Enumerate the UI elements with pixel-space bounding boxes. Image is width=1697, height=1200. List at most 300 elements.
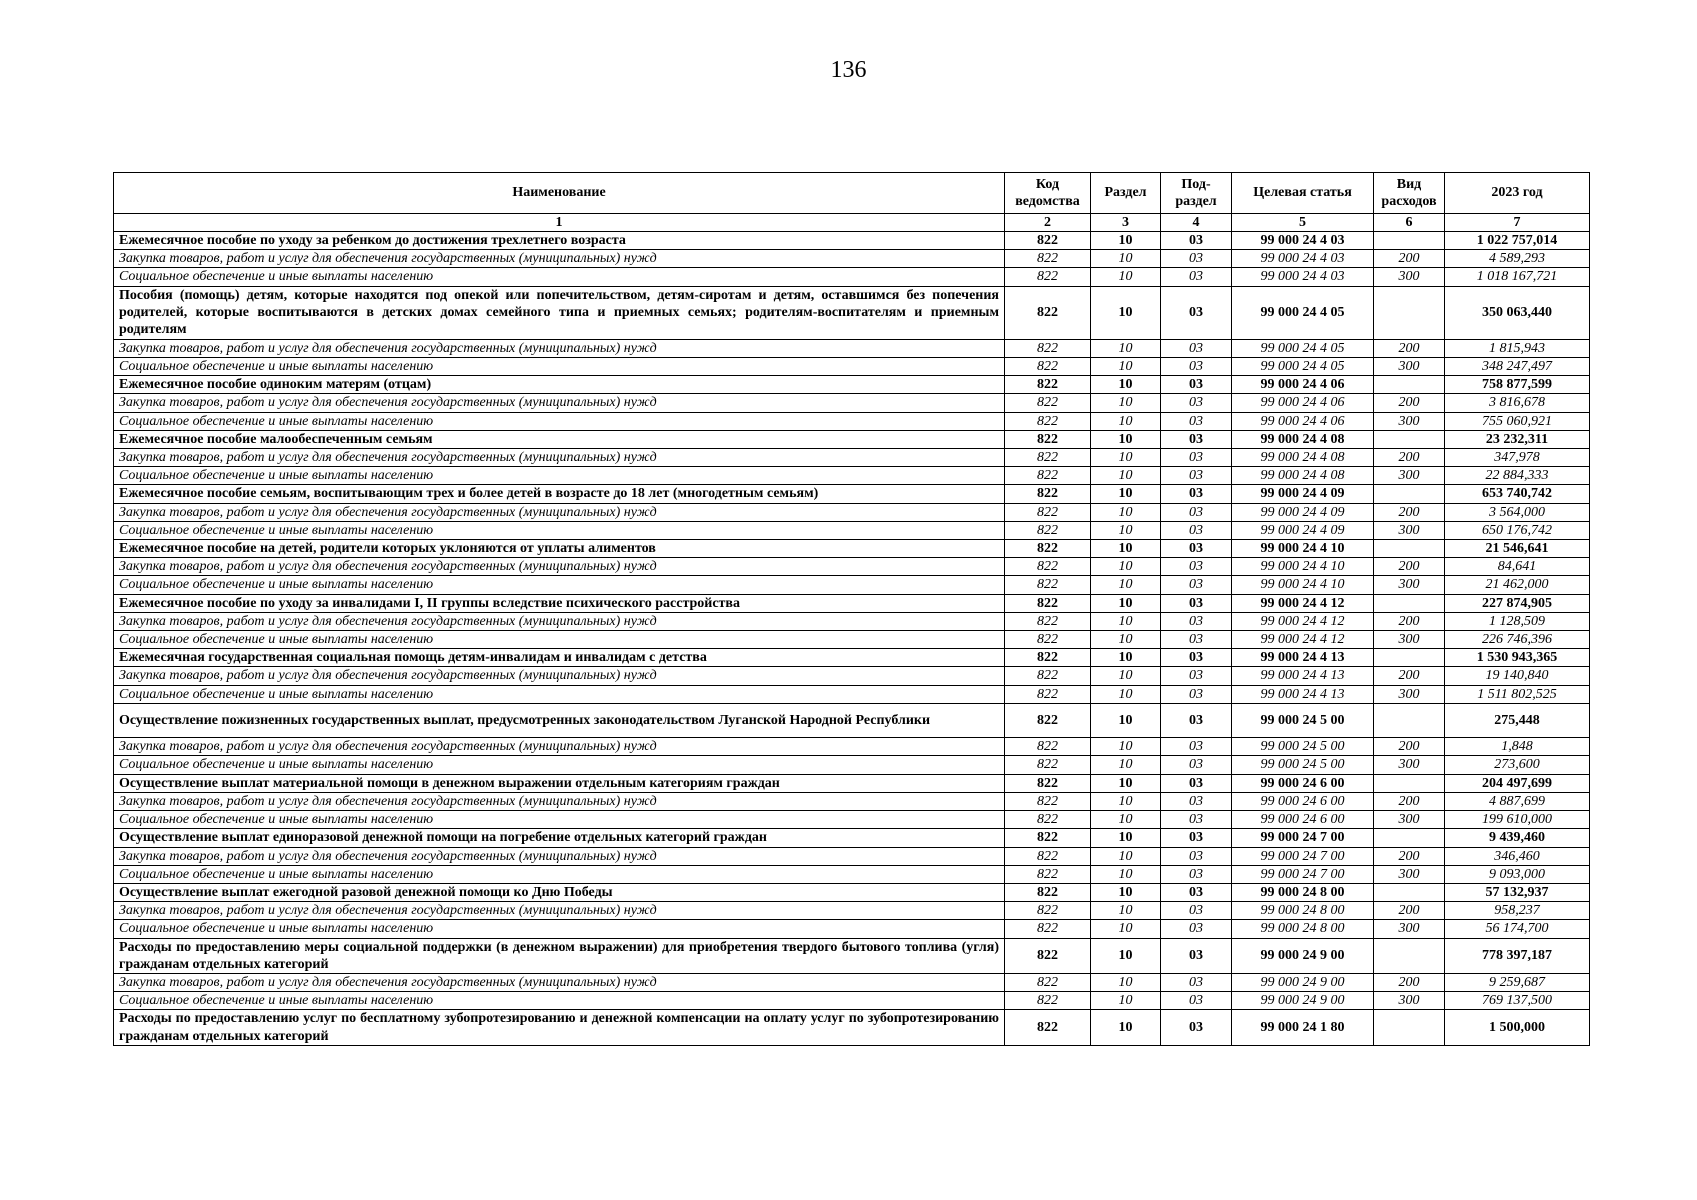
row-name: Закупка товаров, работ и услуг для обеспечения государственных (муниципальных) нужд [114,449,1005,467]
row-subsection: 03 [1161,649,1232,667]
row-expense-type [1374,649,1445,667]
row-expense-type: 200 [1374,250,1445,268]
row-subsection: 03 [1161,467,1232,485]
row-target-article: 99 000 24 4 13 [1232,667,1374,685]
row-amount: 57 132,937 [1445,883,1590,901]
row-amount: 1 022 757,014 [1445,232,1590,250]
row-expense-type: 300 [1374,811,1445,829]
row-target-article: 99 000 24 4 06 [1232,376,1374,394]
row-section: 10 [1091,412,1161,430]
row-expense-type [1374,376,1445,394]
row-expense-type: 300 [1374,268,1445,286]
row-dept-code: 822 [1005,339,1091,357]
table-row [114,268,1590,286]
row-subsection: 03 [1161,503,1232,521]
table-row [114,992,1590,1010]
row-name: Социальное обеспечение и иные выплаты населению [114,576,1005,594]
table-row [114,847,1590,865]
row-dept-code: 822 [1005,430,1091,448]
row-section: 10 [1091,973,1161,991]
row-dept-code: 822 [1005,594,1091,612]
row-name: Социальное обеспечение и иные выплаты населению [114,992,1005,1010]
row-dept-code: 822 [1005,938,1091,973]
row-expense-type: 300 [1374,576,1445,594]
row-target-article: 99 000 24 4 08 [1232,467,1374,485]
row-section: 10 [1091,829,1161,847]
row-name: Закупка товаров, работ и услуг для обеспечения государственных (муниципальных) нужд [114,738,1005,756]
row-name: Пособия (помощь) детям, которые находятся под опекой или попечительством, детям-сиротам и детям, оставшимся без попечения родителей, которые воспитываются в детских домах семейного типа и приемных семьях; родителям-воспитателям и приемным родителям [114,286,1005,339]
row-subsection: 03 [1161,774,1232,792]
row-expense-type: 300 [1374,685,1445,703]
budget-table [113,172,1590,1046]
row-dept-code: 822 [1005,558,1091,576]
row-amount: 9 093,000 [1445,865,1590,883]
row-subsection: 03 [1161,250,1232,268]
header-subsection: Под- раздел [1161,173,1232,214]
row-section: 10 [1091,232,1161,250]
row-section: 10 [1091,756,1161,774]
row-target-article: 99 000 24 9 00 [1232,973,1374,991]
row-section: 10 [1091,594,1161,612]
row-expense-type [1374,938,1445,973]
row-name: Закупка товаров, работ и услуг для обеспечения государственных (муниципальных) нужд [114,612,1005,630]
row-subsection: 03 [1161,685,1232,703]
row-amount: 23 232,311 [1445,430,1590,448]
row-name: Ежемесячное пособие по уходу за ребенком до достижения трехлетнего возраста [114,232,1005,250]
row-amount: 21 462,000 [1445,576,1590,594]
row-target-article: 99 000 24 8 00 [1232,902,1374,920]
row-name: Закупка товаров, работ и услуг для обеспечения государственных (муниципальных) нужд [114,792,1005,810]
row-section: 10 [1091,631,1161,649]
row-target-article: 99 000 24 4 03 [1232,250,1374,268]
row-target-article: 99 000 24 7 00 [1232,829,1374,847]
row-amount: 1 511 802,525 [1445,685,1590,703]
table-row [114,667,1590,685]
row-section: 10 [1091,811,1161,829]
row-section: 10 [1091,1010,1161,1045]
row-name: Социальное обеспечение и иные выплаты населению [114,811,1005,829]
row-section: 10 [1091,358,1161,376]
row-dept-code: 822 [1005,865,1091,883]
row-expense-type: 200 [1374,558,1445,576]
row-target-article: 99 000 24 4 09 [1232,521,1374,539]
row-section: 10 [1091,938,1161,973]
table-row-category [114,286,1590,339]
table-row [114,685,1590,703]
row-target-article: 99 000 24 4 13 [1232,685,1374,703]
row-target-article: 99 000 24 4 08 [1232,449,1374,467]
budget-table-body [114,232,1590,1046]
row-target-article: 99 000 24 5 00 [1232,703,1374,737]
row-name: Социальное обеспечение и иные выплаты населению [114,756,1005,774]
row-section: 10 [1091,286,1161,339]
row-expense-type [1374,430,1445,448]
row-subsection: 03 [1161,883,1232,901]
row-name: Социальное обеспечение и иные выплаты населению [114,467,1005,485]
row-dept-code: 822 [1005,358,1091,376]
table-row [114,811,1590,829]
row-expense-type: 200 [1374,902,1445,920]
row-expense-type: 300 [1374,992,1445,1010]
row-dept-code: 822 [1005,250,1091,268]
row-section: 10 [1091,612,1161,630]
table-row-category [114,649,1590,667]
row-name: Закупка товаров, работ и услуг для обеспечения государственных (муниципальных) нужд [114,902,1005,920]
row-dept-code: 822 [1005,811,1091,829]
row-section: 10 [1091,503,1161,521]
row-name: Осуществление выплат единоразовой денежной помощи на погребение отдельных категорий граждан [114,829,1005,847]
table-row-category [114,485,1590,503]
table-row [114,792,1590,810]
row-section: 10 [1091,774,1161,792]
row-section: 10 [1091,430,1161,448]
row-amount: 273,600 [1445,756,1590,774]
row-section: 10 [1091,992,1161,1010]
row-name: Закупка товаров, работ и услуг для обеспечения государственных (муниципальных) нужд [114,558,1005,576]
header-dept-code: Код ведомства [1005,173,1091,214]
row-section: 10 [1091,738,1161,756]
row-name: Ежемесячная государственная социальная помощь детям-инвалидам и инвалидам с детства [114,649,1005,667]
row-subsection: 03 [1161,992,1232,1010]
row-subsection: 03 [1161,738,1232,756]
row-dept-code: 822 [1005,485,1091,503]
row-subsection: 03 [1161,973,1232,991]
row-name: Социальное обеспечение и иные выплаты населению [114,268,1005,286]
row-amount: 650 176,742 [1445,521,1590,539]
row-amount: 3 564,000 [1445,503,1590,521]
row-expense-type: 300 [1374,631,1445,649]
row-name: Закупка товаров, работ и услуг для обеспечения государственных (муниципальных) нужд [114,503,1005,521]
row-name: Закупка товаров, работ и услуг для обеспечения государственных (муниципальных) нужд [114,250,1005,268]
table-row-category [114,376,1590,394]
row-subsection: 03 [1161,558,1232,576]
row-expense-type: 300 [1374,412,1445,430]
table-row-category [114,938,1590,973]
row-section: 10 [1091,920,1161,938]
row-dept-code: 822 [1005,286,1091,339]
row-dept-code: 822 [1005,792,1091,810]
row-expense-type [1374,594,1445,612]
row-target-article: 99 000 24 4 10 [1232,540,1374,558]
row-subsection: 03 [1161,430,1232,448]
row-amount: 348 247,497 [1445,358,1590,376]
table-row [114,521,1590,539]
row-dept-code: 822 [1005,685,1091,703]
table-row [114,467,1590,485]
row-name: Ежемесячное пособие семьям, воспитывающим трех и более детей в возрасте до 18 лет (многодетным семьям) [114,485,1005,503]
row-subsection: 03 [1161,792,1232,810]
row-subsection: 03 [1161,902,1232,920]
row-dept-code: 822 [1005,756,1091,774]
row-subsection: 03 [1161,449,1232,467]
table-row [114,756,1590,774]
row-section: 10 [1091,865,1161,883]
row-name: Ежемесячное пособие малообеспеченным семьям [114,430,1005,448]
row-target-article: 99 000 24 4 08 [1232,430,1374,448]
header-target-article: Целевая статья [1232,173,1374,214]
row-expense-type: 200 [1374,792,1445,810]
row-target-article: 99 000 24 4 12 [1232,594,1374,612]
row-target-article: 99 000 24 4 03 [1232,268,1374,286]
row-expense-type: 300 [1374,521,1445,539]
row-expense-type [1374,540,1445,558]
table-row [114,738,1590,756]
table-row [114,412,1590,430]
row-name: Социальное обеспечение и иные выплаты населению [114,631,1005,649]
row-dept-code: 822 [1005,612,1091,630]
row-section: 10 [1091,703,1161,737]
row-target-article: 99 000 24 6 00 [1232,811,1374,829]
table-row [114,920,1590,938]
row-subsection: 03 [1161,920,1232,938]
row-subsection: 03 [1161,232,1232,250]
row-target-article: 99 000 24 4 09 [1232,503,1374,521]
row-section: 10 [1091,847,1161,865]
table-row [114,631,1590,649]
row-target-article: 99 000 24 4 12 [1232,631,1374,649]
row-amount: 227 874,905 [1445,594,1590,612]
row-dept-code: 822 [1005,394,1091,412]
table-row [114,250,1590,268]
table-row-category [114,540,1590,558]
header-expense-type: Вид расходов [1374,173,1445,214]
row-target-article: 99 000 24 5 00 [1232,756,1374,774]
row-dept-code: 822 [1005,973,1091,991]
row-subsection: 03 [1161,485,1232,503]
row-target-article: 99 000 24 6 00 [1232,774,1374,792]
row-subsection: 03 [1161,339,1232,357]
column-number: 6 [1374,214,1445,232]
row-dept-code: 822 [1005,467,1091,485]
row-name: Расходы по предоставлению меры социальной поддержки (в денежном выражении) для приобретения твердого бытового топлива (угля) гражданам отдельных категорий [114,938,1005,973]
row-dept-code: 822 [1005,1010,1091,1045]
row-amount: 226 746,396 [1445,631,1590,649]
row-dept-code: 822 [1005,902,1091,920]
row-expense-type: 200 [1374,973,1445,991]
row-section: 10 [1091,902,1161,920]
row-section: 10 [1091,558,1161,576]
row-name: Социальное обеспечение и иные выплаты населению [114,412,1005,430]
row-expense-type: 200 [1374,339,1445,357]
page-number: 136 [830,57,867,83]
row-subsection: 03 [1161,631,1232,649]
row-expense-type [1374,286,1445,339]
row-dept-code: 822 [1005,829,1091,847]
table-row-category [114,774,1590,792]
column-number: 1 [114,214,1005,232]
row-name: Ежемесячное пособие одиноким матерям (отцам) [114,376,1005,394]
row-section: 10 [1091,685,1161,703]
row-subsection: 03 [1161,865,1232,883]
row-subsection: 03 [1161,394,1232,412]
table-row-category [114,703,1590,737]
row-target-article: 99 000 24 4 03 [1232,232,1374,250]
row-target-article: 99 000 24 1 80 [1232,1010,1374,1045]
row-section: 10 [1091,521,1161,539]
row-name: Закупка товаров, работ и услуг для обеспечения государственных (муниципальных) нужд [114,973,1005,991]
row-subsection: 03 [1161,540,1232,558]
row-subsection: 03 [1161,703,1232,737]
row-target-article: 99 000 24 8 00 [1232,920,1374,938]
row-target-article: 99 000 24 4 09 [1232,485,1374,503]
row-expense-type [1374,703,1445,737]
row-section: 10 [1091,576,1161,594]
row-name: Социальное обеспечение и иные выплаты населению [114,865,1005,883]
row-amount: 204 497,699 [1445,774,1590,792]
row-name: Осуществление выплат материальной помощи в денежном выражении отдельным категориям граждан [114,774,1005,792]
row-amount: 346,460 [1445,847,1590,865]
row-section: 10 [1091,485,1161,503]
row-section: 10 [1091,667,1161,685]
row-amount: 9 439,460 [1445,829,1590,847]
row-subsection: 03 [1161,829,1232,847]
row-expense-type [1374,1010,1445,1045]
row-amount: 653 740,742 [1445,485,1590,503]
row-expense-type: 300 [1374,756,1445,774]
row-amount: 1 500,000 [1445,1010,1590,1045]
row-target-article: 99 000 24 8 00 [1232,883,1374,901]
row-expense-type: 300 [1374,865,1445,883]
row-name: Ежемесячное пособие по уходу за инвалидами I, II группы вследствие психического расстройства [114,594,1005,612]
row-dept-code: 822 [1005,883,1091,901]
row-dept-code: 822 [1005,667,1091,685]
row-amount: 958,237 [1445,902,1590,920]
row-subsection: 03 [1161,286,1232,339]
row-subsection: 03 [1161,376,1232,394]
row-section: 10 [1091,540,1161,558]
row-expense-type: 200 [1374,612,1445,630]
row-amount: 275,448 [1445,703,1590,737]
row-name: Осуществление пожизненных государственных выплат, предусмотренных законодательством Луганской Народной Республики [114,703,1005,737]
row-target-article: 99 000 24 4 10 [1232,558,1374,576]
row-name: Закупка товаров, работ и услуг для обеспечения государственных (муниципальных) нужд [114,667,1005,685]
row-dept-code: 822 [1005,376,1091,394]
row-amount: 9 259,687 [1445,973,1590,991]
row-target-article: 99 000 24 4 06 [1232,394,1374,412]
row-amount: 19 140,840 [1445,667,1590,685]
row-name: Социальное обеспечение и иные выплаты населению [114,920,1005,938]
table-row-category [114,883,1590,901]
row-dept-code: 822 [1005,738,1091,756]
row-name: Осуществление выплат ежегодной разовой денежной помощи ко Дню Победы [114,883,1005,901]
row-section: 10 [1091,394,1161,412]
row-section: 10 [1091,268,1161,286]
row-section: 10 [1091,250,1161,268]
row-subsection: 03 [1161,268,1232,286]
row-subsection: 03 [1161,1010,1232,1045]
table-row [114,973,1590,991]
row-section: 10 [1091,339,1161,357]
row-subsection: 03 [1161,521,1232,539]
row-expense-type: 200 [1374,847,1445,865]
row-dept-code: 822 [1005,521,1091,539]
row-target-article: 99 000 24 4 10 [1232,576,1374,594]
table-row [114,865,1590,883]
row-expense-type: 300 [1374,358,1445,376]
table-row [114,394,1590,412]
row-dept-code: 822 [1005,232,1091,250]
row-dept-code: 822 [1005,649,1091,667]
row-subsection: 03 [1161,594,1232,612]
row-section: 10 [1091,649,1161,667]
row-amount: 769 137,500 [1445,992,1590,1010]
row-target-article: 99 000 24 4 05 [1232,339,1374,357]
header-year-amount: 2023 год [1445,173,1590,214]
row-amount: 1 530 943,365 [1445,649,1590,667]
row-expense-type [1374,232,1445,250]
table-row [114,358,1590,376]
row-dept-code: 822 [1005,449,1091,467]
row-amount: 758 877,599 [1445,376,1590,394]
row-dept-code: 822 [1005,576,1091,594]
row-amount: 4 887,699 [1445,792,1590,810]
row-expense-type [1374,774,1445,792]
row-target-article: 99 000 24 9 00 [1232,992,1374,1010]
row-section: 10 [1091,467,1161,485]
row-target-article: 99 000 24 4 12 [1232,612,1374,630]
row-target-article: 99 000 24 7 00 [1232,865,1374,883]
row-section: 10 [1091,376,1161,394]
row-amount: 755 060,921 [1445,412,1590,430]
header-section: Раздел [1091,173,1161,214]
row-dept-code: 822 [1005,540,1091,558]
row-subsection: 03 [1161,576,1232,594]
column-number: 5 [1232,214,1374,232]
table-row [114,503,1590,521]
row-dept-code: 822 [1005,774,1091,792]
row-target-article: 99 000 24 5 00 [1232,738,1374,756]
row-amount: 3 816,678 [1445,394,1590,412]
row-target-article: 99 000 24 4 06 [1232,412,1374,430]
row-name: Социальное обеспечение и иные выплаты населению [114,685,1005,703]
row-amount: 1 815,943 [1445,339,1590,357]
row-name: Социальное обеспечение и иные выплаты населению [114,521,1005,539]
row-dept-code: 822 [1005,920,1091,938]
table-row-category [114,829,1590,847]
row-section: 10 [1091,449,1161,467]
row-amount: 22 884,333 [1445,467,1590,485]
row-subsection: 03 [1161,667,1232,685]
row-expense-type: 200 [1374,503,1445,521]
table-row-category [114,430,1590,448]
row-target-article: 99 000 24 6 00 [1232,792,1374,810]
table-row [114,902,1590,920]
row-amount: 4 589,293 [1445,250,1590,268]
row-expense-type: 300 [1374,467,1445,485]
table-row [114,612,1590,630]
row-expense-type [1374,485,1445,503]
column-number: 7 [1445,214,1590,232]
row-amount: 1 128,509 [1445,612,1590,630]
row-target-article: 99 000 24 4 13 [1232,649,1374,667]
row-subsection: 03 [1161,938,1232,973]
row-name: Социальное обеспечение и иные выплаты населению [114,358,1005,376]
table-row [114,449,1590,467]
row-expense-type [1374,829,1445,847]
row-dept-code: 822 [1005,992,1091,1010]
row-dept-code: 822 [1005,268,1091,286]
header-row [114,173,1590,214]
row-dept-code: 822 [1005,703,1091,737]
row-amount: 21 546,641 [1445,540,1590,558]
row-name: Расходы по предоставлению услуг по бесплатному зубопротезированию и денежной компенсации на оплату услуг по зубопротезированию гражданам отдельных категорий [114,1010,1005,1045]
row-dept-code: 822 [1005,503,1091,521]
row-target-article: 99 000 24 9 00 [1232,938,1374,973]
row-section: 10 [1091,883,1161,901]
row-subsection: 03 [1161,811,1232,829]
table-row-category [114,1010,1590,1045]
row-target-article: 99 000 24 4 05 [1232,286,1374,339]
